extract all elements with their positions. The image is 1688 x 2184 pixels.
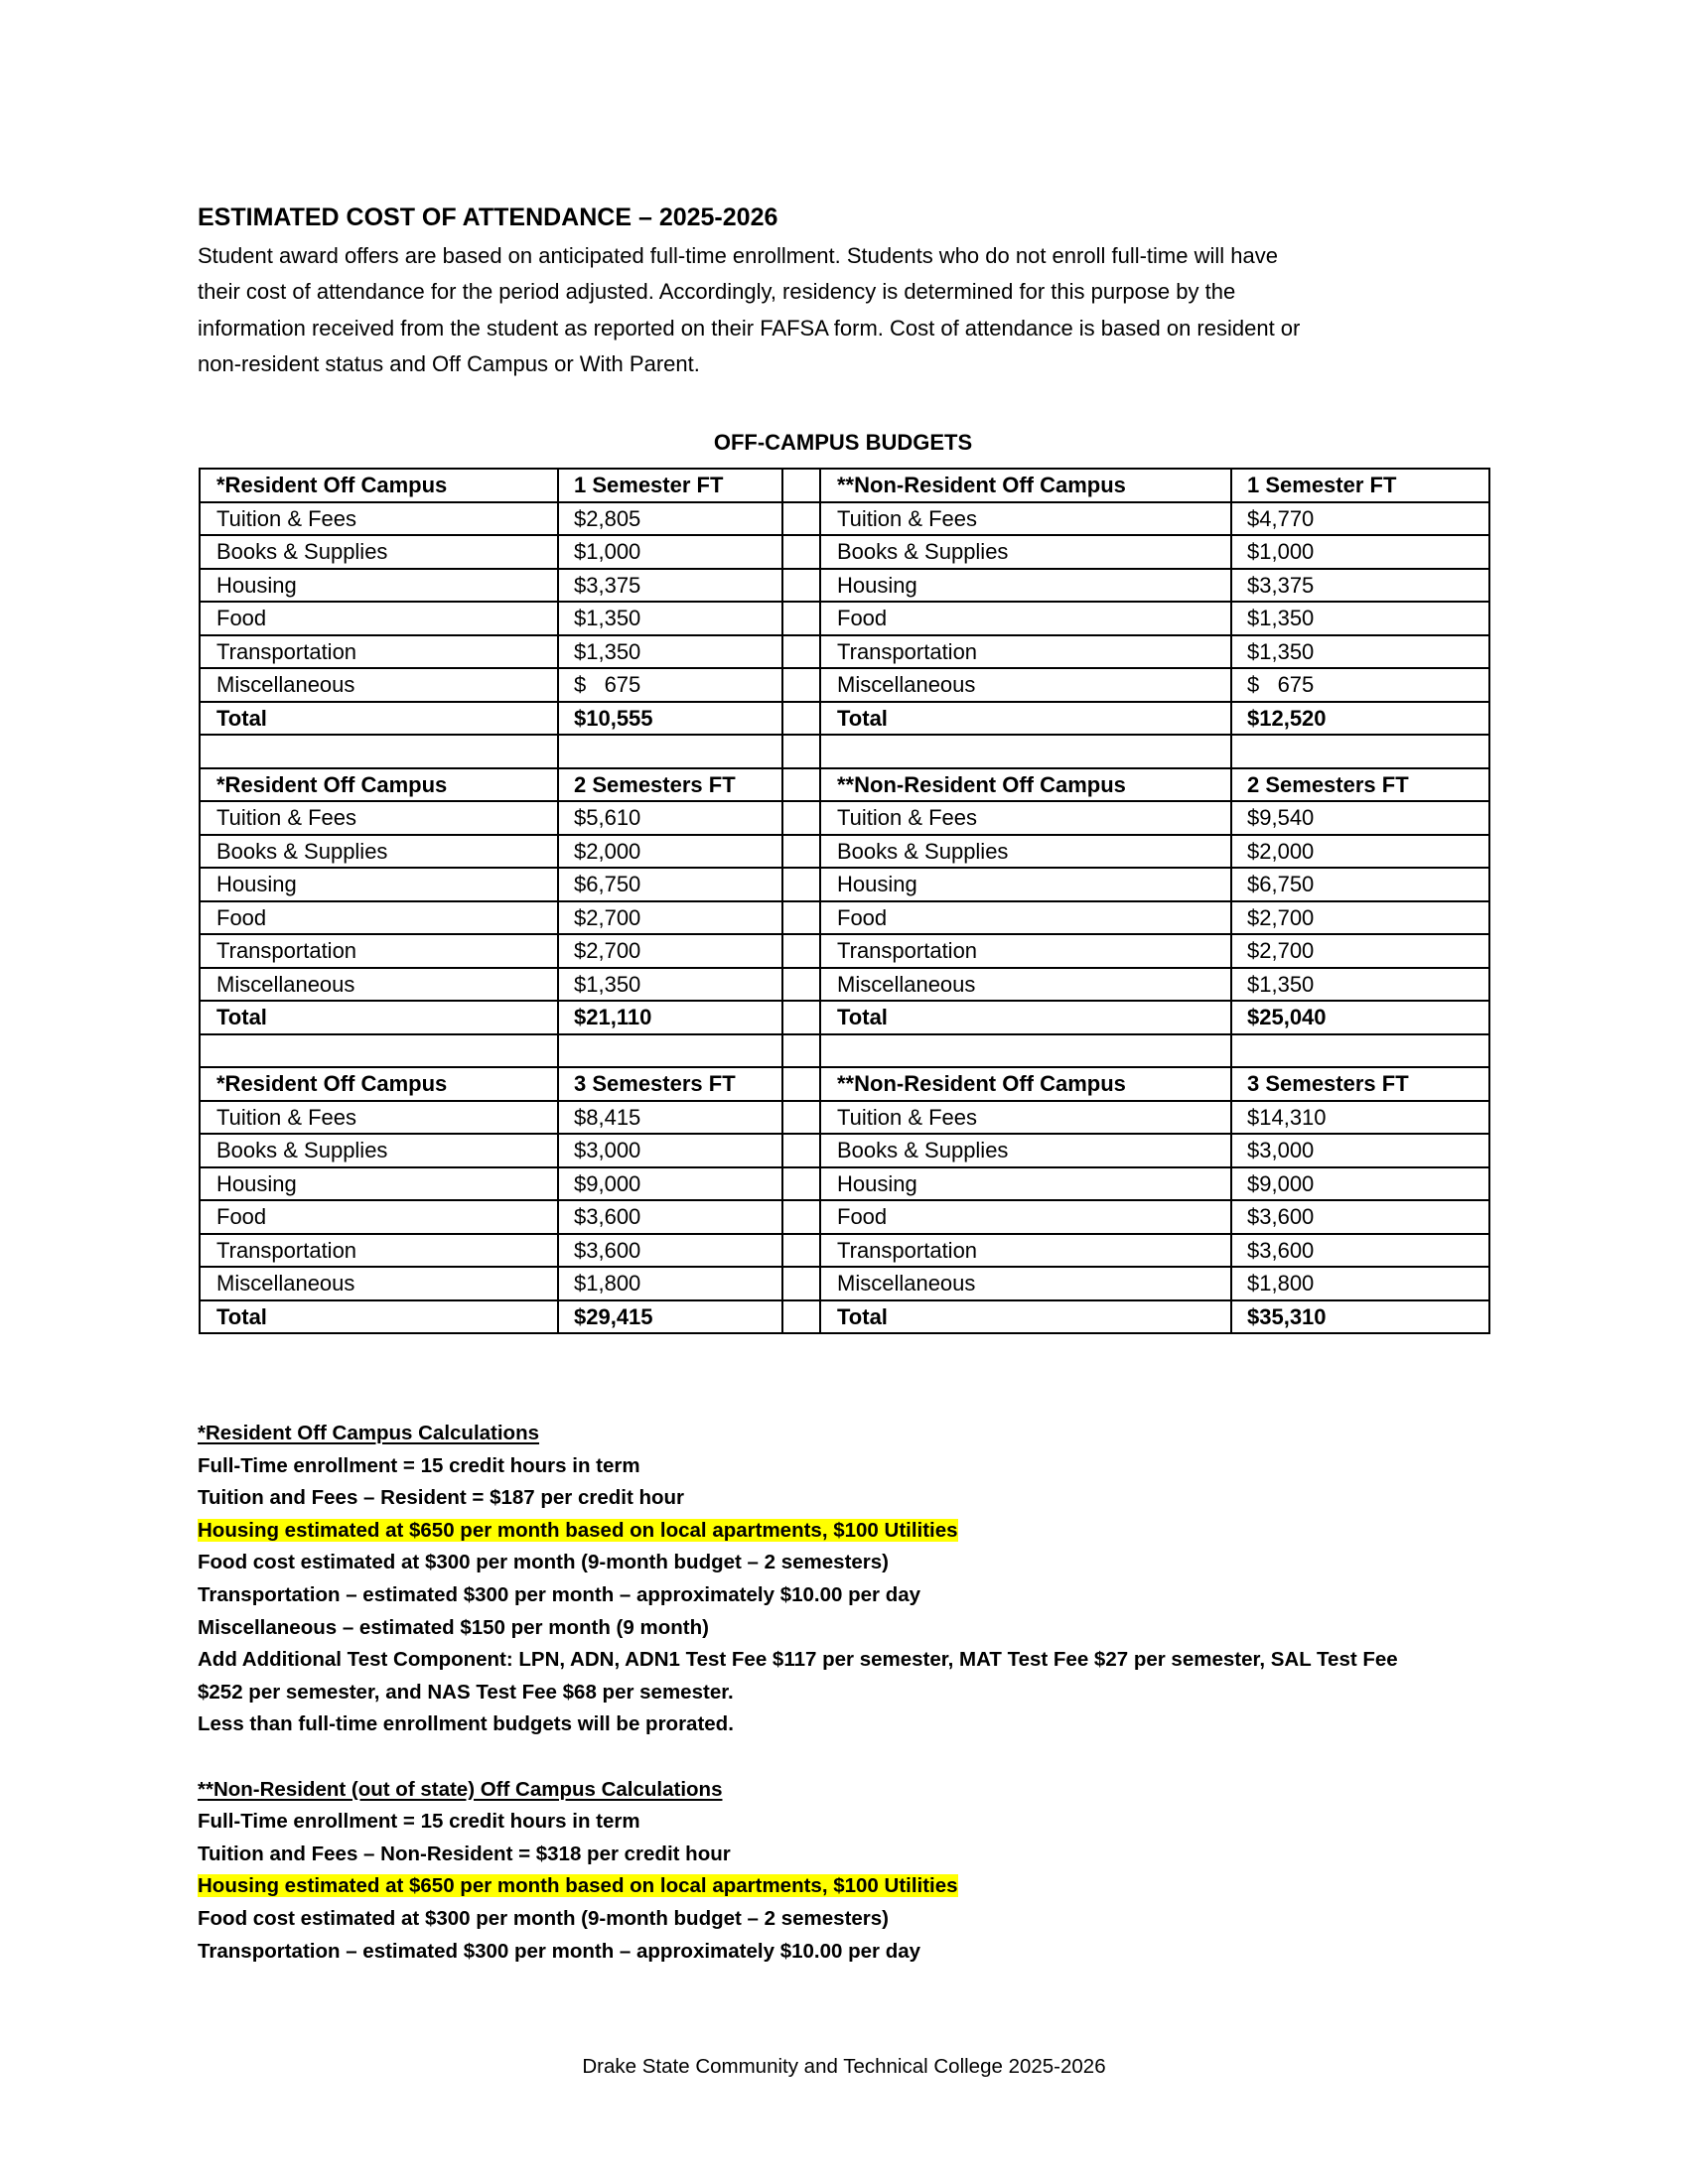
page-title: ESTIMATED COST OF ATTENDANCE – 2025-2026	[198, 204, 778, 231]
resident-header-cell: *Resident Off Campus	[200, 768, 558, 802]
total-label: Total	[820, 702, 1231, 736]
budget-row	[200, 868, 1489, 901]
spacer-cell	[782, 735, 820, 768]
resident-note-line: Food cost estimated at $300 per month (9-month budget – 2 semesters)	[198, 1551, 890, 1574]
nonresident-amount: $9,000	[1231, 1167, 1489, 1201]
budget-row	[200, 1267, 1489, 1300]
cost-category-label: Food	[820, 901, 1231, 935]
cost-category-label: Housing	[200, 569, 558, 603]
resident-note-line: Miscellaneous – estimated $150 per month (9 month)	[198, 1615, 709, 1639]
budget-row	[200, 968, 1489, 1002]
budget-row	[200, 1200, 1489, 1234]
spacer-cell	[782, 702, 820, 736]
budget-row	[200, 1134, 1489, 1167]
resident-total-amount: $29,415	[558, 1300, 782, 1334]
spacer-cell	[782, 469, 820, 502]
budget-row	[200, 1101, 1489, 1135]
cost-category-label: Tuition & Fees	[820, 502, 1231, 536]
spacer-cell	[782, 1034, 820, 1068]
budget-header-row	[200, 768, 1489, 802]
spacer-cell	[782, 1101, 820, 1135]
intro-line: their cost of attendance for the period adjusted. Accordingly, residency is determined for this purpose by the	[198, 279, 1236, 305]
cost-category-label: Tuition & Fees	[820, 801, 1231, 835]
intro-line: non-resident status and Off Campus or With Parent.	[198, 350, 700, 376]
budget-row	[200, 1167, 1489, 1201]
empty-cell	[200, 1034, 558, 1068]
nonresident-amount: $6,750	[1231, 868, 1489, 901]
budget-header-row	[200, 469, 1489, 502]
notes-section	[198, 1418, 1498, 1968]
intro-line: information received from the student as reported on their FAFSA form. Cost of attendance is based on resident or	[198, 315, 1301, 341]
page-footer: Drake State Community and Technical College 2025-2026	[582, 2055, 1106, 2078]
budget-row	[200, 535, 1489, 569]
spacer-cell	[782, 934, 820, 968]
total-label: Total	[820, 1001, 1231, 1034]
resident-period-cell: 3 Semesters FT	[558, 1067, 782, 1101]
spacer-cell	[782, 1067, 820, 1101]
nonresident-amount: $ 675	[1231, 668, 1489, 702]
cost-category-label: Food	[200, 602, 558, 635]
budget-row	[200, 934, 1489, 968]
resident-amount: $8,415	[558, 1101, 782, 1135]
budget-total-row	[200, 1300, 1489, 1334]
cost-category-label: Transportation	[820, 934, 1231, 968]
cost-category-label: Books & Supplies	[200, 1134, 558, 1167]
spacer-cell	[782, 1167, 820, 1201]
resident-amount: $3,600	[558, 1234, 782, 1268]
cost-category-label: Miscellaneous	[200, 1267, 558, 1300]
nonresident-amount: $1,800	[1231, 1267, 1489, 1300]
nonresident-amount: $1,350	[1231, 968, 1489, 1002]
cost-category-label: Housing	[200, 1167, 558, 1201]
nonresident-header-cell: **Non-Resident Off Campus	[820, 768, 1231, 802]
spacer-cell	[782, 968, 820, 1002]
resident-amount: $2,000	[558, 835, 782, 869]
resident-period-cell: 1 Semester FT	[558, 469, 782, 502]
nonresident-amount: $3,600	[1231, 1200, 1489, 1234]
resident-header-cell: *Resident Off Campus	[200, 1067, 558, 1101]
budget-header-row	[200, 1067, 1489, 1101]
spacer-cell	[782, 602, 820, 635]
budget-row	[200, 835, 1489, 869]
cost-category-label: Housing	[820, 569, 1231, 603]
resident-amount: $ 675	[558, 668, 782, 702]
total-label: Total	[820, 1300, 1231, 1334]
nonresident-amount: $2,000	[1231, 835, 1489, 869]
nonresident-note-line: Food cost estimated at $300 per month (9-month budget – 2 semesters)	[198, 1906, 890, 1930]
nonresident-period-cell: 3 Semesters FT	[1231, 1067, 1489, 1101]
nonresident-amount: $4,770	[1231, 502, 1489, 536]
cost-category-label: Books & Supplies	[200, 535, 558, 569]
budget-row	[200, 668, 1489, 702]
nonresident-amount: $1,350	[1231, 602, 1489, 635]
empty-cell	[558, 1034, 782, 1068]
spacer-cell	[782, 1234, 820, 1268]
budget-row	[200, 801, 1489, 835]
spacer-cell	[782, 801, 820, 835]
budget-total-row	[200, 702, 1489, 736]
blank-separator-row	[200, 1034, 1489, 1068]
spacer-cell	[782, 668, 820, 702]
resident-amount: $9,000	[558, 1167, 782, 1201]
nonresident-total-amount: $25,040	[1231, 1001, 1489, 1034]
resident-amount: $2,700	[558, 901, 782, 935]
nonresident-amount: $14,310	[1231, 1101, 1489, 1135]
resident-amount: $1,800	[558, 1267, 782, 1300]
table-caption: OFF-CAMPUS BUDGETS	[713, 430, 973, 455]
nonresident-amount: $9,540	[1231, 801, 1489, 835]
spacer-cell	[782, 1134, 820, 1167]
spacer-cell	[782, 535, 820, 569]
nonresident-amount: $2,700	[1231, 901, 1489, 935]
cost-category-label: Miscellaneous	[820, 668, 1231, 702]
resident-amount: $3,000	[558, 1134, 782, 1167]
empty-cell	[558, 735, 782, 768]
resident-note-line: $252 per semester, and NAS Test Fee $68 per semester.	[198, 1680, 734, 1704]
resident-amount: $1,350	[558, 602, 782, 635]
budget-total-row	[200, 1001, 1489, 1034]
cost-category-label: Food	[200, 901, 558, 935]
nonresident-amount: $3,375	[1231, 569, 1489, 603]
cost-category-label: Transportation	[820, 1234, 1231, 1268]
nonresident-period-cell: 1 Semester FT	[1231, 469, 1489, 502]
spacer-cell	[782, 901, 820, 935]
nonresident-total-amount: $12,520	[1231, 702, 1489, 736]
intro-line: Student award offers are based on anticipated full-time enrollment. Students who do not enroll full-time will have	[198, 243, 1278, 268]
budget-row	[200, 1234, 1489, 1268]
nonresident-header-cell: **Non-Resident Off Campus	[820, 469, 1231, 502]
resident-note-line: Transportation – estimated $300 per month – approximately $10.00 per day	[198, 1582, 921, 1606]
intro-paragraph	[198, 238, 1498, 382]
cost-category-label: Miscellaneous	[820, 1267, 1231, 1300]
cost-category-label: Housing	[820, 1167, 1231, 1201]
cost-category-label: Tuition & Fees	[200, 1101, 558, 1135]
nonresident-total-amount: $35,310	[1231, 1300, 1489, 1334]
cost-category-label: Food	[820, 602, 1231, 635]
cost-category-label: Miscellaneous	[200, 668, 558, 702]
spacer-cell	[782, 1300, 820, 1334]
spacer-cell	[782, 835, 820, 869]
cost-category-label: Transportation	[200, 934, 558, 968]
nonresident-housing-note-highlighted: Housing estimated at $650 per month based on local apartments, $100 Utilities	[198, 1874, 958, 1898]
spacer-cell	[782, 768, 820, 802]
resident-notes-heading: *Resident Off Campus Calculations	[198, 1422, 540, 1444]
resident-note-line: Tuition and Fees – Resident = $187 per credit hour	[198, 1486, 685, 1510]
resident-period-cell: 2 Semesters FT	[558, 768, 782, 802]
nonresident-amount: $3,000	[1231, 1134, 1489, 1167]
cost-category-label: Food	[820, 1200, 1231, 1234]
nonresident-note-line: Full-Time enrollment = 15 credit hours in term	[198, 1810, 640, 1834]
resident-note-line: Add Additional Test Component: LPN, ADN, ADN1 Test Fee $117 per semester, MAT Test Fee $27 per semester, SAL Test Fee	[198, 1648, 1398, 1672]
cost-category-label: Books & Supplies	[820, 835, 1231, 869]
blank-separator-row	[200, 735, 1489, 768]
resident-total-amount: $10,555	[558, 702, 782, 736]
spacer-cell	[782, 569, 820, 603]
cost-category-label: Miscellaneous	[820, 968, 1231, 1002]
nonresident-amount: $1,000	[1231, 535, 1489, 569]
resident-amount: $1,350	[558, 635, 782, 669]
resident-amount: $2,805	[558, 502, 782, 536]
spacer-cell	[782, 868, 820, 901]
budget-row	[200, 569, 1489, 603]
spacer-cell	[782, 1001, 820, 1034]
spacer-cell	[782, 1200, 820, 1234]
cost-category-label: Books & Supplies	[820, 1134, 1231, 1167]
nonresident-notes-heading: **Non-Resident (out of state) Off Campus Calculations	[198, 1777, 723, 1801]
off-campus-budgets-table	[199, 468, 1490, 1334]
cost-category-label: Food	[200, 1200, 558, 1234]
spacer-cell	[782, 635, 820, 669]
budget-row	[200, 635, 1489, 669]
cost-category-label: Transportation	[200, 1234, 558, 1268]
cost-category-label: Tuition & Fees	[200, 502, 558, 536]
resident-note-line: Full-Time enrollment = 15 credit hours in term	[198, 1453, 640, 1477]
total-label: Total	[200, 702, 558, 736]
cost-category-label: Housing	[820, 868, 1231, 901]
cost-category-label: Transportation	[820, 635, 1231, 669]
empty-cell	[1231, 1034, 1489, 1068]
resident-amount: $3,600	[558, 1200, 782, 1234]
nonresident-amount: $1,350	[1231, 635, 1489, 669]
cost-category-label: Books & Supplies	[200, 835, 558, 869]
empty-cell	[820, 1034, 1231, 1068]
resident-amount: $6,750	[558, 868, 782, 901]
empty-cell	[1231, 735, 1489, 768]
empty-cell	[820, 735, 1231, 768]
total-label: Total	[200, 1300, 558, 1334]
total-label: Total	[200, 1001, 558, 1034]
spacer-cell	[782, 1267, 820, 1300]
cost-category-label: Miscellaneous	[200, 968, 558, 1002]
resident-note-line: Less than full-time enrollment budgets will be prorated.	[198, 1712, 734, 1736]
nonresident-period-cell: 2 Semesters FT	[1231, 768, 1489, 802]
cost-category-label: Transportation	[200, 635, 558, 669]
resident-amount: $1,000	[558, 535, 782, 569]
resident-header-cell: *Resident Off Campus	[200, 469, 558, 502]
budget-row	[200, 901, 1489, 935]
nonresident-amount: $2,700	[1231, 934, 1489, 968]
spacer	[198, 1741, 1498, 1774]
resident-housing-note-highlighted: Housing estimated at $650 per month based on local apartments, $100 Utilities	[198, 1518, 958, 1542]
cost-category-label: Tuition & Fees	[200, 801, 558, 835]
nonresident-header-cell: **Non-Resident Off Campus	[820, 1067, 1231, 1101]
resident-total-amount: $21,110	[558, 1001, 782, 1034]
cost-category-label: Books & Supplies	[820, 535, 1231, 569]
resident-amount: $5,610	[558, 801, 782, 835]
budget-row	[200, 602, 1489, 635]
spacer-cell	[782, 502, 820, 536]
resident-amount: $1,350	[558, 968, 782, 1002]
nonresident-amount: $3,600	[1231, 1234, 1489, 1268]
empty-cell	[200, 735, 558, 768]
nonresident-note-line: Transportation – estimated $300 per month – approximately $10.00 per day	[198, 1939, 921, 1963]
cost-category-label: Tuition & Fees	[820, 1101, 1231, 1135]
cost-category-label: Housing	[200, 868, 558, 901]
budget-row	[200, 502, 1489, 536]
nonresident-note-line: Tuition and Fees – Non-Resident = $318 per credit hour	[198, 1842, 731, 1865]
resident-amount: $3,375	[558, 569, 782, 603]
resident-amount: $2,700	[558, 934, 782, 968]
